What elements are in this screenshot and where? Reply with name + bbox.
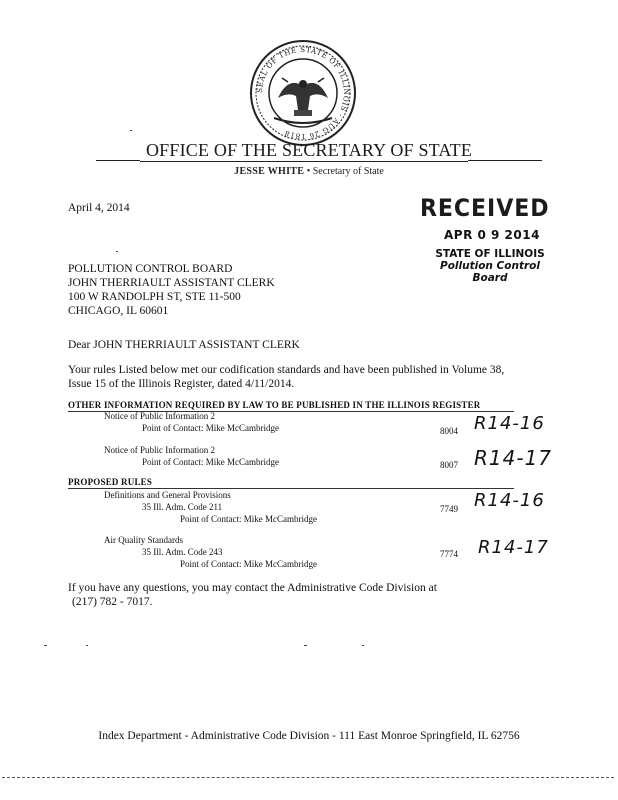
paragraph-line: Issue 15 of the Illinois Register, dated 4/11/2014. <box>68 378 295 390</box>
received-state <box>430 248 550 284</box>
item-title: Notice of Public Information 2 <box>104 445 215 455</box>
paragraph-line: Your rules Listed below met our codification standards and have been published in Volume 38, <box>68 364 505 376</box>
secretary-name: JESSE WHITE <box>234 166 305 177</box>
proposed-rules-rule <box>68 488 514 489</box>
secretary-title: Secretary of State <box>312 166 384 177</box>
received-state-name: STATE OF ILLINOIS <box>435 248 545 260</box>
secretary-line <box>0 166 618 177</box>
intro-paragraph <box>68 363 558 391</box>
scan-speck <box>86 645 88 646</box>
scan-speck <box>44 645 47 646</box>
svg-text:SEAL OF THE STATE OF ILLINOIS: SEAL OF THE STATE OF ILLINOIS · AUG 26 1818 <box>254 44 352 142</box>
office-title: OFFICE OF THE SECRETARY OF STATE <box>145 140 473 160</box>
closing-line: If you have any questions, you may contact the Administrative Code Division at <box>68 582 437 594</box>
rule-contact: Point of Contact: Mike McCambridge <box>180 514 317 524</box>
letter-date: April 4, 2014 <box>68 202 130 214</box>
closing-phone: (217) 782 - 7017. <box>72 596 153 608</box>
address-line: POLLUTION CONTROL BOARD <box>68 263 233 275</box>
header-rule <box>140 161 468 162</box>
scan-speck <box>130 130 132 131</box>
scan-speck <box>304 645 307 646</box>
handwritten-docket: R14-17 <box>478 537 549 558</box>
rule-contact: Point of Contact: Mike McCambridge <box>180 559 317 569</box>
item-page: 8007 <box>440 460 458 470</box>
address-line: CHICAGO, IL 60601 <box>68 305 169 317</box>
rule-page: 7774 <box>440 549 458 559</box>
item-contact: Point of Contact: Mike McCambridge <box>142 423 279 433</box>
salutation: Dear JOHN THERRIAULT ASSISTANT CLERK <box>68 339 300 351</box>
rule-title: Air Quality Standards <box>104 535 183 545</box>
item-contact: Point of Contact: Mike McCambridge <box>142 457 279 467</box>
rule-page: 7749 <box>440 504 458 514</box>
state-seal-icon <box>248 38 358 148</box>
scan-speck <box>116 251 118 252</box>
received-date: APR 0 9 2014 <box>444 228 540 242</box>
scan-speck <box>362 645 364 646</box>
footer-address: Index Department - Administrative Code Division - 111 East Monroe Springfield, IL 62756 <box>98 730 520 742</box>
proposed-rules-heading: PROPOSED RULES <box>68 477 153 487</box>
address-line: JOHN THERRIAULT ASSISTANT CLERK <box>68 277 275 289</box>
rule-code: 35 Ill. Adm. Code 211 <box>142 502 223 512</box>
item-page: 8004 <box>440 426 458 436</box>
other-info-heading: OTHER INFORMATION REQUIRED BY LAW TO BE PUBLISHED IN THE ILLINOIS REGISTER <box>68 400 481 410</box>
state-seal <box>248 38 358 148</box>
address-block <box>68 262 275 318</box>
bottom-rule <box>2 777 614 778</box>
received-board: Pollution Control Board <box>440 260 540 284</box>
separator: • <box>306 166 311 177</box>
handwritten-docket: R14-17 <box>474 446 553 470</box>
address-line: 100 W RANDOLPH ST, STE 11-500 <box>68 291 241 303</box>
handwritten-docket: R14-16 <box>474 490 545 511</box>
handwritten-docket: R14-16 <box>474 413 545 434</box>
rule-code: 35 Ill. Adm. Code 243 <box>142 547 223 557</box>
header-rule-right <box>468 160 542 161</box>
header-rule-left <box>96 160 140 161</box>
received-stamp <box>420 194 549 222</box>
rule-title: Definitions and General Provisions <box>104 490 231 500</box>
item-title: Notice of Public Information 2 <box>104 411 215 421</box>
received-text: RECEIVED <box>420 194 550 222</box>
